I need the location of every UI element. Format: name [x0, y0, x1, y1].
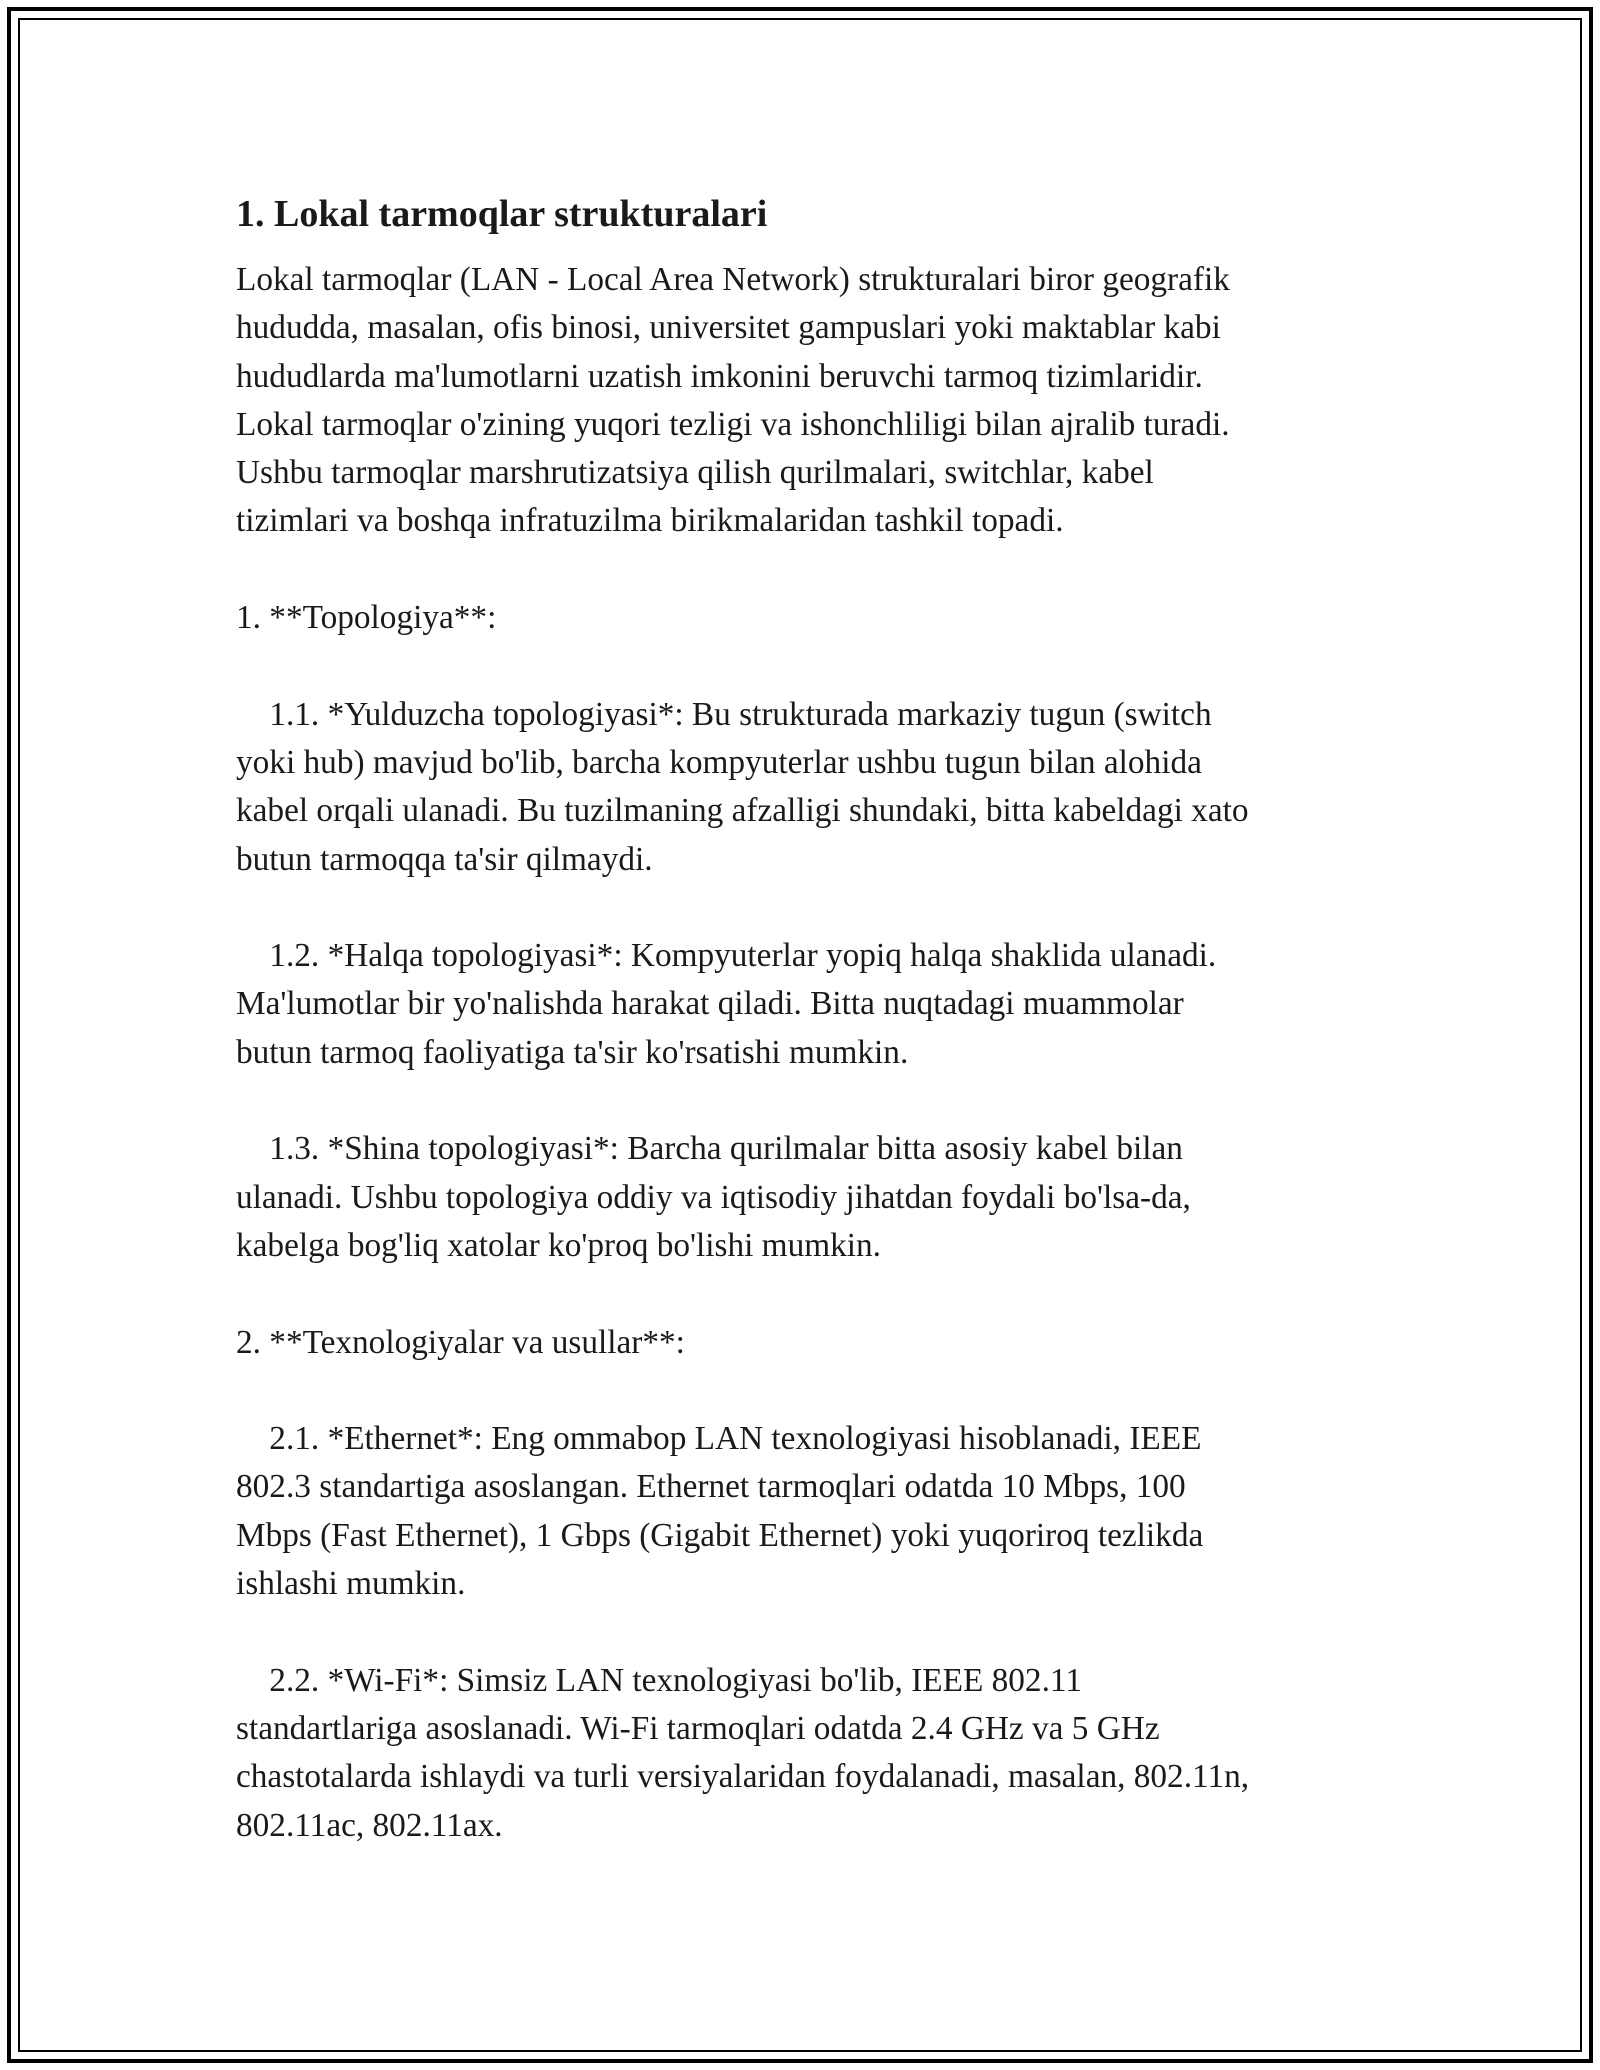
- intro-paragraph: Lokal tarmoqlar (LAN - Local Area Network) strukturalari biror geografik hududda, masalan, ofis binosi, universitet gampuslari yoki maktablar kabi hududlarda ma'lumotlarni uzatish imkonini beruvchi tarmoq tizimlaridir. Lokal tarmoqlar o'zining yuqori tezligi va ishonchliligi bilan ajralib turadi. Ushbu tarmoqlar marshrutizatsiya qilish qurilmalari, switchlar, kabel tizimlari va boshqa infratuzilma birikmalaridan tashkil topadi.: [236, 261, 1230, 540]
- list-item-star-topology: 1.1. *Yulduzcha topologiyasi*: Bu strukturada markaziy tugun (switch yoki hub) mavjud bo'lib, barcha kompyuterlar ushbu tugun bilan alohida kabel orqali ulanadi. Bu tuzilmaning afzalligi shundaki, bitta kabeldagi xato butun tarmoqqa ta'sir qilmaydi.: [236, 695, 1249, 878]
- section-heading-topology: 1. **Topologiya**:: [236, 599, 497, 637]
- list-item-wifi: 2.2. *Wi-Fi*: Simsiz LAN texnologiyasi bo'lib, IEEE 802.11 standartlariga asoslanadi. Wi-Fi tarmoqlari odatda 2.4 GHz va 5 GHz chastotalarda ishlaydi va turli versiyalaridan foydalanadi, masalan, 802.11n, 802.11ac, 802.11ax.: [236, 1661, 1250, 1844]
- list-item-bus-topology: 1.3. *Shina topologiyasi*: Barcha qurilmalar bitta asosiy kabel bilan ulanadi. Ushbu topologiya oddiy va iqtisodiy jihatdan foydali bo'lsa-da, kabelga bog'liq xatolar ko'proq bo'lishi mumkin.: [236, 1130, 1191, 1264]
- section-heading-technologies: 2. **Texnologiyalar va usullar**:: [236, 1323, 685, 1361]
- document-title: 1. Lokal tarmoqlar strukturalari: [236, 193, 768, 235]
- list-item-ethernet: 2.1. *Ethernet*: Eng ommabop LAN texnologiyasi hisoblanadi, IEEE 802.3 standartiga asoslangan. Ethernet tarmoqlari odatda 10 Mbps, 100 Mbps (Fast Ethernet), 1 Gbps (Gigabit Ethernet) yoki yuqoriroq tezlikda ishlashi mumkin.: [236, 1420, 1204, 1603]
- document-body: [236, 182, 1366, 1850]
- list-item-ring-topology: 1.2. *Halqa topologiyasi*: Kompyuterlar yopiq halqa shaklida ulanadi. Ma'lumotlar bir yo'nalishda harakat qiladi. Bitta nuqtadagi muammolar butun tarmoq faoliyatiga ta'sir ko'rsatishi mumkin.: [236, 937, 1217, 1071]
